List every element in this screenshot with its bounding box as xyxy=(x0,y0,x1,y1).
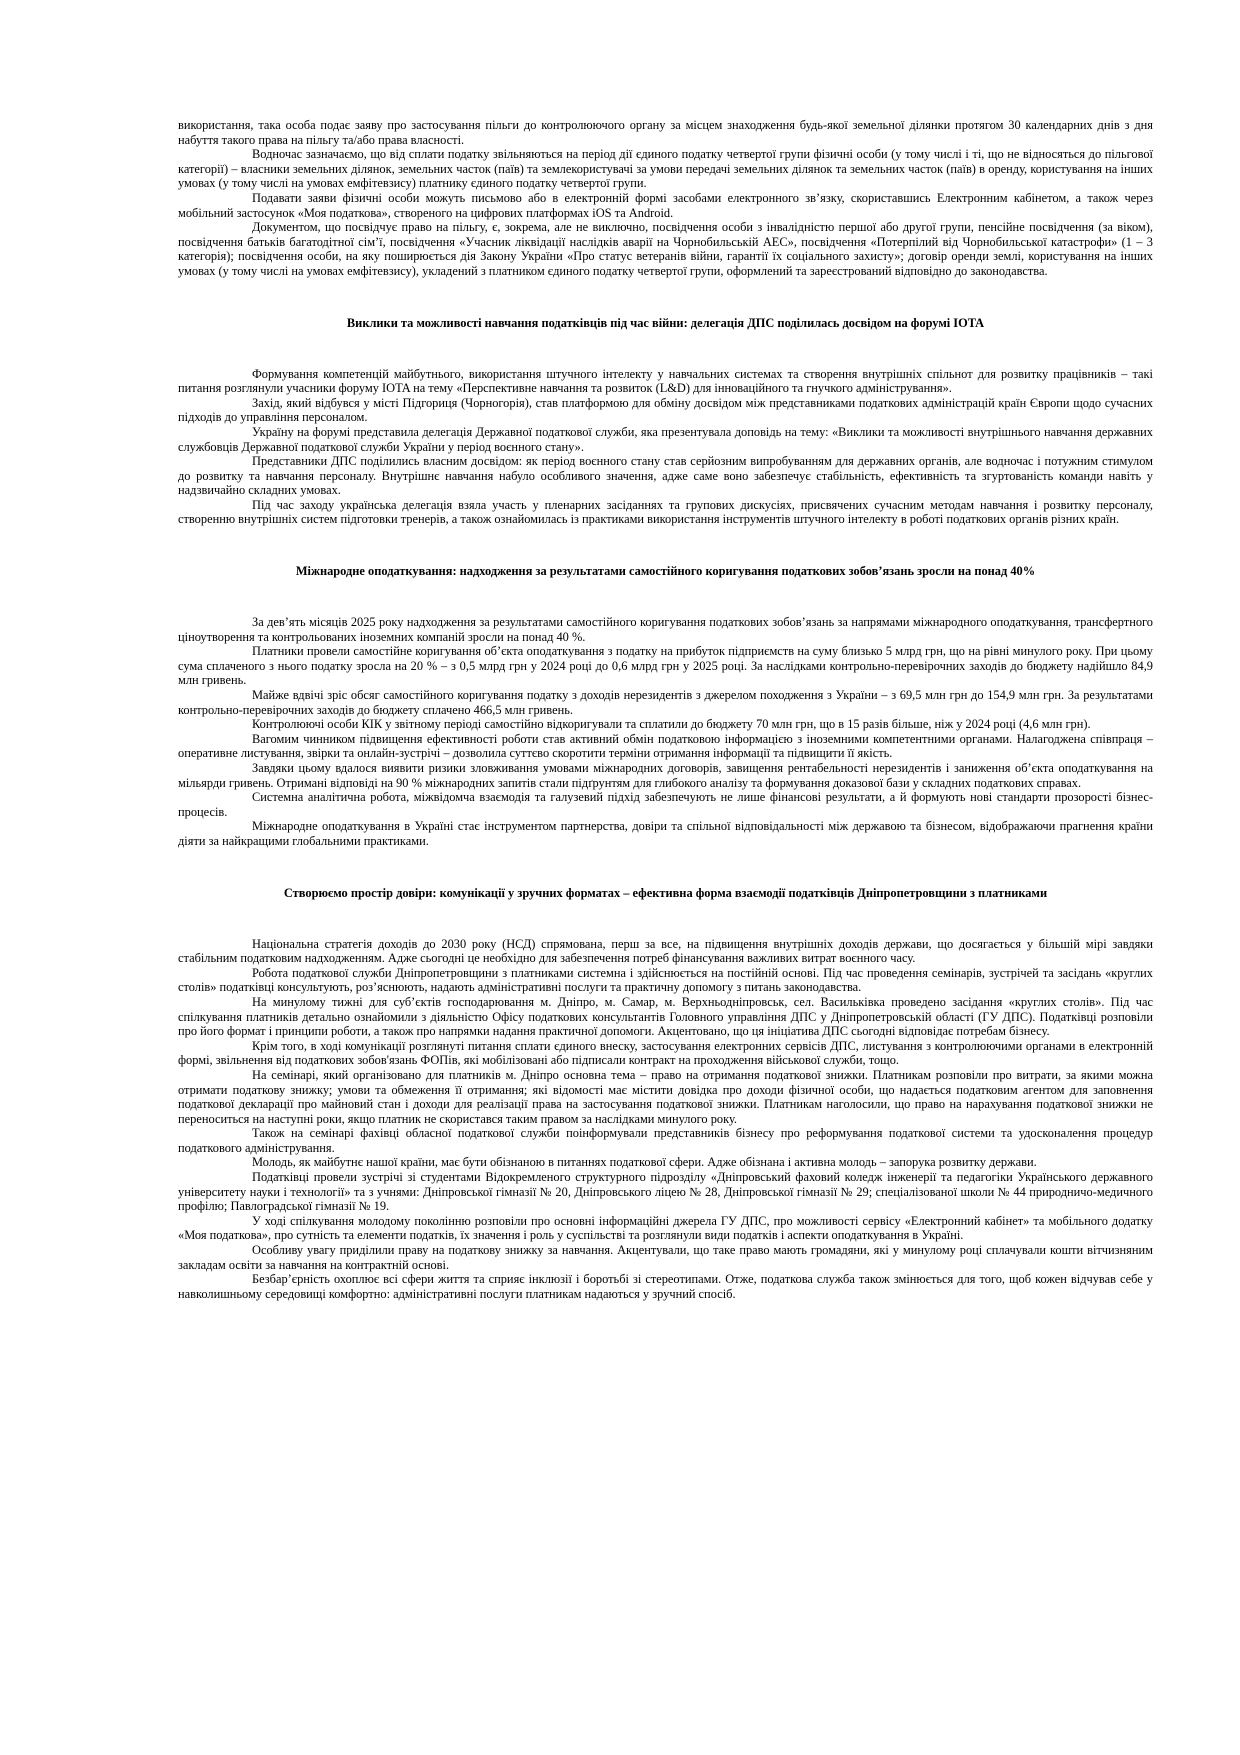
section-paragraph: На семінарі, який організовано для платників м. Дніпро основна тема – право на отримання податкової знижки. Платникам розповіли про витрати, за якими можна отримати податкову знижку; умови та обмеження її отримання; які відомості має містити довідка про доходи фізичної особи, що надається податковим агентом для заповнення податкової декларації про майновий стан і доходи для реалізації права на застосування податкової знижки. Платникам наголосили, що право на нарахування податкової знижки не переноситься на наступні роки, якщо платник не скористався таким правом за наслідками минулого року. xyxy=(178,1067,1153,1126)
section-paragraph: Безбар’єрність охоплює всі сфери життя та сприяє інклюзії і боротьбі зі стереотипами. Отже, податкова служба також змінюється для того, щоб кожен відчував себе у навколишньому середовищі комфортно: адміністративні послуги платникам надаються у зручний спосіб. xyxy=(178,1272,1153,1301)
section-paragraph: Україну на форумі представила делегація Державної податкової служби, яка презентувала доповідь на тему: «Виклики та можливості внутрішнього навчання державних службовців Державної податкової служби України у період воєнного стану». xyxy=(178,424,1153,454)
section-paragraph: Також на семінарі фахівці обласної податкової служби поінформували представників бізнесу про реформування податкової системи та удосконалення процедур податкового адміністрування. xyxy=(178,1126,1153,1155)
section-paragraph: Міжнародне оподаткування в Україні стає інструментом партнерства, довіри та спільної відповідальності між державою та бізнесом, відображаючи прагнення країни діяти за найкращими глобальними практиками. xyxy=(178,819,1153,848)
section-paragraph: На минулому тижні для суб’єктів господарювання м. Дніпро, м. Самар, м. Верхньодніпровськ, сел. Васильківка проведено засідання «круглих столів». Під час спілкування платників детально ознайомили з діяльністю Офісу податкових консультантів Головного управління ДПС у Дніпропетровській області (ГУ ДПС). Податківці розповіли про його формат і принципи роботи, а також про напрямки надання практичної допомоги. Акцентовано, що ця ініціатива ДПС сьогодні відповідає потребам бізнесу. xyxy=(178,994,1153,1039)
section-paragraph: Майже вдвічі зріс обсяг самостійного коригування податку з доходів нерезидентів з джерелом походження з України – з 69,5 млн грн до 154,9 млн грн. За результатами контрольно-перевірочних заходів до бюджету сплачено 466,5 млн гривень. xyxy=(178,688,1153,717)
section-paragraph: Податківці провели зустрічі зі студентами Відокремленого структурного підрозділу «Дніпровський фаховий коледж інженерії та педагогіки Українського державного університету науки і технології» та з учнями: Дніпровської гімназії № 20, Дніпровського ліцею № 28, Дніпровської гімназії № 29; спеціалізованої школи № 44 природничо-медичного профілю; Павлоградської гімназії № 19. xyxy=(178,1170,1153,1214)
section-paragraph: У ході спілкування молодому поколінню розповіли про основні інформаційні джерела ГУ ДПС, про можливості сервісу «Електронний кабінет» та мобільного додатку «Моя податкова», про сутність та елементи податків, їх значення і роль у суспільстві та розглянули види податків і аспекти оподаткування в Україні. xyxy=(178,1213,1153,1243)
section-paragraph: За дев’ять місяців 2025 року надходження за результатами самостійного коригування податкових зобов’язань за напрямами міжнародного оподаткування, трансфертного ціноутворення та контрольованих іноземних компаній зросли на понад 40 %. xyxy=(178,615,1153,644)
section-paragraph: Захід, який відбувся у місті Підгориця (Чорногорія), став платформою для обміну досвідом між представниками податкових адміністрацій країн Європи щодо сучасних підходів до управління персоналом. xyxy=(178,395,1153,425)
section-title-trust-space: Створюємо простір довіри: комунікації у зручних форматах – ефективна форма взаємодії податківців Дніпропетровщини з платниками xyxy=(283,885,1048,900)
section-paragraph: Платники провели самостійне коригування об’єкта оподаткування з податку на прибуток підприємств на суму близько 5 млрд грн, що на рівні минулого року. При цьому сума сплаченого з нього податку зросла на 20 % – з 0,5 млрд грн у 2024 році до 0,6 млрд грн у 2025 році. За наслідками контрольно-перевірочних заходів до бюджету надійшло 84,9 млн гривень. xyxy=(178,644,1153,688)
intro-paragraph: Документом, що посвідчує право на пільгу, є, зокрема, але не виключно, посвідчення особи з інвалідністю першої або другої групи, пенсійне посвідчення (за віком), посвідчення батьків багатодітної сім’ї, посвідчення «Учасник ліквідації наслідків аварії на Чорнобильській АЕС», посвідчення «Потерпілий від Чорнобильської катастрофи» (1 – 3 категорія); посвідчення особи, на яку поширюється дія Закону України «Про статус ветеранів війни, гарантії їх соціального захисту»; договір оренди землі, користування на інших умовах (у тому числі на умовах емфітевзису), укладений з платником єдиного податку четвертої групи, оформлений та зареєстрований відповідно до законодавства. xyxy=(178,220,1153,278)
section-paragraph: Контролюючі особи КІК у звітному періоді самостійно відкоригували та сплатили до бюджету 70 млн грн, що в 15 разів більше, ніж у 2024 році (4,6 млн грн). xyxy=(252,717,1091,732)
intro-paragraph: Водночас зазначаємо, що від сплати податку звільняються на період дії єдиного податку четвертої групи фізичні особи (у тому числі і ті, що не відносяться до пільгової категорії) – власники земельних ділянок, земельних часток (паїв) та землекористувачі за умови передачі земельних ділянок та земельних часток (паїв) в оренду, користування на інших умовах (у тому числі на умовах емфітевзису) платнику єдиного податку четвертої групи. xyxy=(178,147,1153,191)
section-paragraph: Молодь, як майбутнє нашої країни, має бути обізнаною в питаннях податкової сфери. Адже обізнана і активна молодь – запорука розвитку держави. xyxy=(252,1155,1037,1170)
intro-paragraph: Подавати заяви фізичні особи можуть письмово або в електронній формі засобами електронного зв’язку, скориставшись Електронним кабінетом, а також через мобільний застосунок «Моя податкова», створеного на цифрових платформах iOS та Android. xyxy=(178,190,1153,220)
section-paragraph: Національна стратегія доходів до 2030 року (НСД) спрямована, перш за все, на підвищення внутрішніх доходів держави, що досягається у більшій мірі завдяки стабільним податковим надходженням. Адже сьогодні це необхідно для забезпечення потреб фінансування важливих витрат воєнного часу. xyxy=(178,936,1153,966)
section-paragraph: Під час заходу українська делегація взяла участь у пленарних засіданнях та групових дискусіях, присвячених сучасним методам навчання і розвитку персоналу, створенню внутрішніх систем підготовки тренерів, а також ознайомилась із практиками використання інструментів штучного інтелекту в роботі податкових органів різних країн. xyxy=(178,497,1153,527)
section-paragraph: Робота податкової служби Дніпропетровщини з платниками системна і здійснюється на постійній основі. Під час проведення семінарів, зустрічей та засідань «круглих столів» податківці консультують, роз’яснюють, надають адміністративні послуги та практичну допомогу з питань законодавства. xyxy=(178,965,1153,995)
section-paragraph: Вагомим чинником підвищення ефективності роботи став активний обмін податковою інформацією з іноземними компетентними органами. Налагоджена співпраця – оперативне листування, звірки та онлайн-зустрічі – дозволила суттєво скоротити терміни отримання інформації та підвищити її якість. xyxy=(178,731,1153,761)
section-title-iota: Виклики та можливості навчання податківців під час війни: делегація ДПС поділилась досвідом на форумі IOTA xyxy=(346,315,985,330)
section-paragraph: Формування компетенцій майбутнього, використання штучного інтелекту у навчальних системах та створення внутрішніх спільнот для розвитку працівників – такі питання розглянули учасники форуму IOTA на тему «Перспективне навчання та розвиток (L&D) для інноваційного та гнучкого адміністрування». xyxy=(178,366,1153,396)
section-paragraph: Завдяки цьому вдалося виявити ризики зловживання умовами міжнародних договорів, завищення рентабельності нерезидентів і заниження об’єкта оподаткування на мільярди гривень. Отримані відповіді на 90 % міжнародних запитів стали підґрунтям для глибокого аналізу та формування доказової бази у складних податкових справах. xyxy=(178,761,1153,790)
document-page xyxy=(178,118,1153,1301)
section-paragraph: Крім того, в ході комунікації розглянуті питання сплати єдиного внеску, застосування електронних сервісів ДПС, листування з контролюючими органами в електронній формі, звільнення від податкових зобов'язань ФОПів, які мобілізовані або підписали контракт на проходження військової служби, тощо. xyxy=(178,1038,1153,1068)
section-title-international-taxation: Міжнародне оподаткування: надходження за результатами самостійного коригування податкових зобов’язань зросли на понад 40% xyxy=(295,564,1036,579)
intro-paragraph: використання, така особа подає заяву про застосування пільги до контролюючого органу за місцем знаходження будь-якої земельної ділянки протягом 30 календарних днів з дня набуття такого права на пільгу та/або права власності. xyxy=(178,118,1153,147)
section-paragraph: Представники ДПС поділились власним досвідом: як період воєнного стану став серйозним випробуванням для державних органів, але водночас і потужним стимулом до розвитку та навчання персоналу. Внутрішнє навчання набуло особливого значення, адже саме воно забезпечує стабільність, ефективність та згуртованість команди навіть у надзвичайно складних умовах. xyxy=(178,454,1153,498)
section-paragraph: Системна аналітична робота, міжвідомча взаємодія та галузевий підхід забезпечують не лише фінансові результати, а й формують нові стандарти прозорості бізнес-процесів. xyxy=(178,790,1153,819)
section-paragraph: Особливу увагу приділили праву на податкову знижку за навчання. Акцентували, що таке право мають громадяни, які у минулому році сплачували кошти вітчизняним закладам освіти за навчання на контрактній основі. xyxy=(178,1243,1153,1272)
